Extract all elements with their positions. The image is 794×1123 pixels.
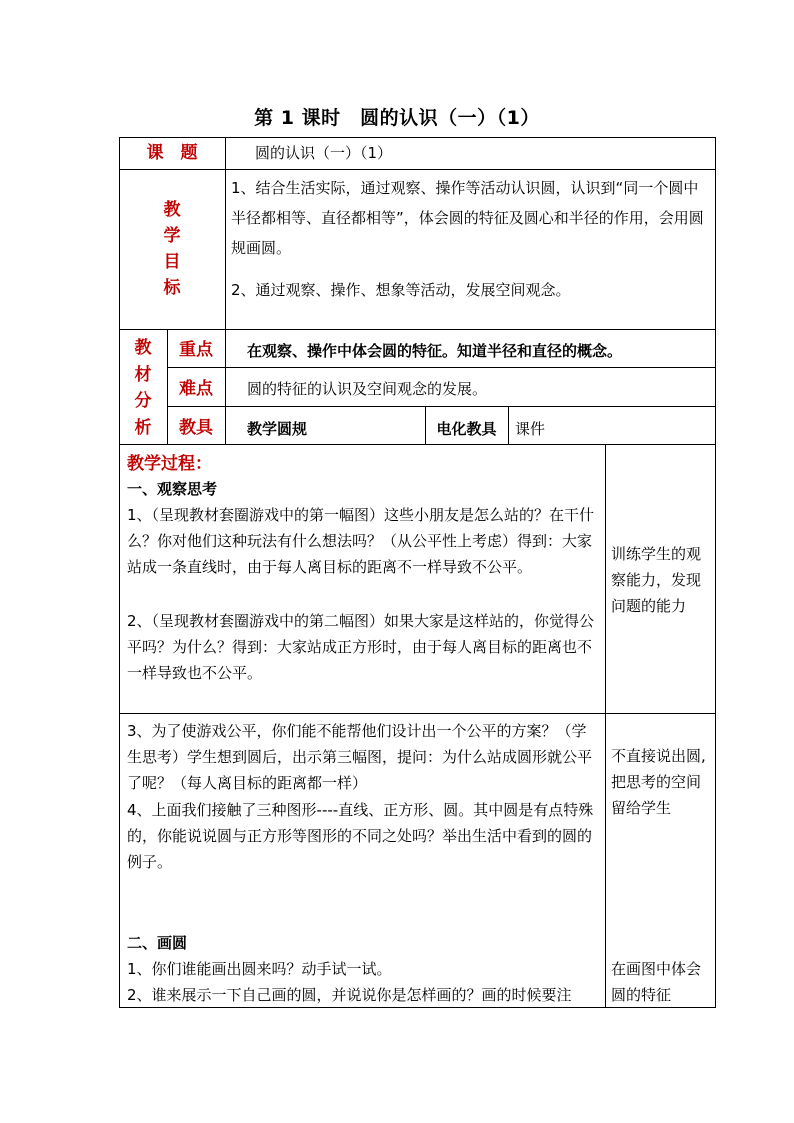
media-text: 课件 (515, 420, 546, 438)
section-3-note: 在画图中体会圆的特征 (611, 960, 702, 1004)
section-1-title: 一、观察思考 (127, 480, 218, 498)
objectives-label: 教 学 目 标 (163, 200, 181, 298)
topic-label: 课 题 (146, 143, 198, 163)
section-1-paragraph-2: 2、（呈现教材套圈游戏中的第二幅图）如果大家是这样站的，你觉得公平吗？为什么？得到：大家站成正方形时，由于每人离目标的距离也不一样导致也不公平。 (127, 612, 595, 682)
difficulty-text: 圆的特征的认识及空间观念的发展。 (247, 380, 488, 398)
analysis-label: 教 材 分 析 (134, 338, 152, 438)
section-1-note: 训练学生的观察能力，发现问题的能力 (611, 545, 702, 615)
section-3-paragraph-2: 2、谁来展示一下自己画的圆，并说说你是怎样画的？画的时候要注 (127, 986, 572, 1004)
objective-item-1: 1、结合生活实际，通过观察、操作等活动认识圆，认识到“同一个圆中半径都相等、直径都相等”，体会圆的特征及圆心和半径的作用，会用圆规画圆。 (231, 179, 704, 257)
section-2-paragraph-4: 4、上面我们接触了三种图形----直线、正方形、圆。其中圆是有点特殊的，你能说说圆与正方形等图形的不同之处吗？举出生活中看到的圆的例子。 (127, 801, 594, 871)
process-heading: 教学过程： (127, 454, 212, 474)
tools-text: 教学圆规 (247, 420, 308, 438)
media-label: 电化教具 (436, 420, 497, 438)
objective-item-2: 2、通过观察、操作、想象等活动，发展空间观念。 (231, 281, 571, 299)
section-2-note: 不直接说出圆,把思考的空间留给学生 (611, 747, 706, 817)
lesson-plan-table (119, 137, 716, 1008)
page-title: 第 1 课时 圆的认识（一）（1） (254, 107, 540, 129)
section-3-paragraph-1: 1、你们谁能画出圆来吗？动手试一试。 (127, 960, 392, 978)
difficulty-label: 难点 (179, 379, 213, 399)
tools-label: 教具 (179, 418, 213, 438)
topic-value: 圆的认识（一）（1） (255, 144, 393, 162)
section-2-paragraph-3: 3、为了使游戏公平，你们能不能帮他们设计出一个公平的方案？（学生思考）学生想到圆后，出示第三幅图，提问：为什么站成圆形就公平了呢？（每人离目标的距离都一样） (127, 722, 593, 792)
key-point-label: 重点 (179, 340, 213, 360)
section-1-paragraph-1: 1、（呈现教材套圈游戏中的第一幅图）这些小朋友是怎么站的？在干什么？你对他们这种玩法有什么想法吗？（从公平性上考虑）得到：大家站成一条直线时，由于每人离目标的距离不一样导致不公平。 (127, 506, 595, 576)
section-3-title: 二、画圆 (127, 934, 188, 952)
key-point-text: 在观察、操作中体会圆的特征。知道半径和直径的概念。 (247, 342, 623, 360)
